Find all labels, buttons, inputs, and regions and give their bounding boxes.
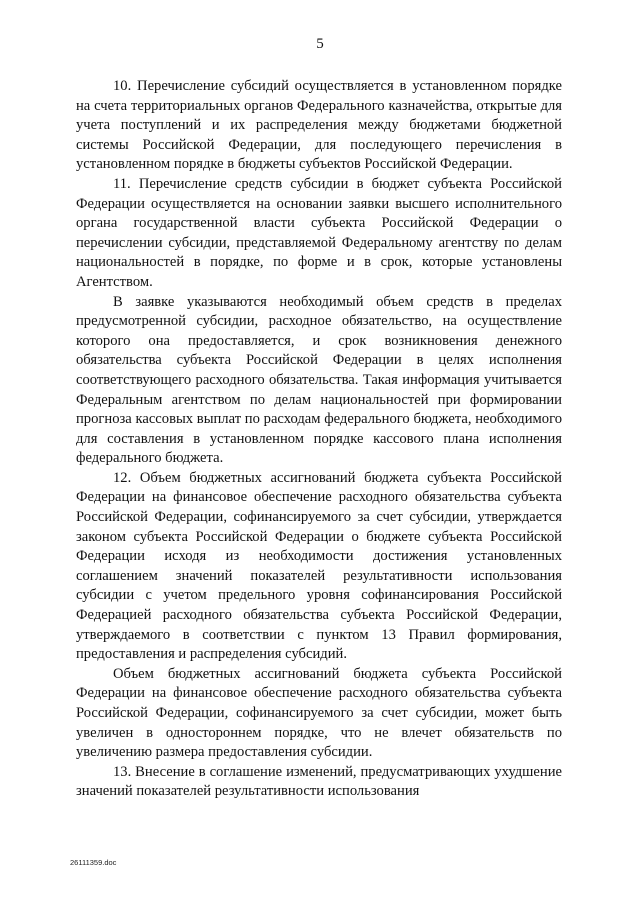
paragraph-12-budget-increase: Объем бюджетных ассигнований бюджета субъекта Российской Федерации на финансовое обеспечение расходного обязательства субъекта Российской Федерации, софинансируемого за счет субсидии, может быть увеличен в одностороннем порядке, что не влечет обязательств по увеличению размера предоставления субсидии.: [76, 665, 562, 761]
paragraph-11-application: В заявке указываются необходимый объем средств в пределах предусмотренной субсидии, расходное обязательство, на осуществление которого она предоставляется, и срок возникновения денежного обязательства субъекта Российской Федерации в целях исполнения соответствующего расходного обязательства. Такая информация учитывается Федеральным агентством по делам национальностей при формировании прогноза кассовых выплат по расходам федерального бюджета, необходимого для составления в установленном порядке кассового плана исполнения федерального бюджета.: [76, 293, 562, 467]
paragraph-13: 13. Внесение в соглашение изменений, предусматривающих ухудшение значений показателей результативности использования: [76, 763, 562, 800]
paragraph-10: 10. Перечисление субсидий осуществляется в установленном порядке на счета территориальных органов Федерального казначейства, открытые для учета поступлений и их распределения между бюджетами бюджетной системы Российской Федерации, для последующего перечисления в установленном порядке в бюджеты субъектов Российской Федерации.: [76, 78, 562, 173]
page-number: 5: [316, 36, 324, 52]
document-body: [76, 77, 562, 802]
footer-file-reference: 26111359.doc: [70, 858, 117, 867]
paragraph-11: 11. Перечисление средств субсидии в бюджет субъекта Российской Федерации осуществляется на основании заявки высшего исполнительного органа государственной власти субъекта Российской Федерации о перечислении субсидии, представляемой Федеральному агентству по делам национальностей в порядке, по форме и в срок, которые установлены Агентством.: [76, 175, 562, 290]
paragraph-12: 12. Объем бюджетных ассигнований бюджета субъекта Российской Федерации на финансовое обеспечение расходного обязательства субъекта Российской Федерации, софинансируемого за счет субсидии, утверждается законом субъекта Российской Федерации о бюджете субъекта Российской Федерации исходя из необходимости достижения установленных соглашением значений показателей результативности использования субсидии с учетом предельного уровня софинансирования Российской Федерацией расходного обязательства субъекта Российской Федерации, утверждаемого в соответствии с пунктом 13 Правил формирования, предоставления и распределения субсидий.: [76, 469, 562, 663]
